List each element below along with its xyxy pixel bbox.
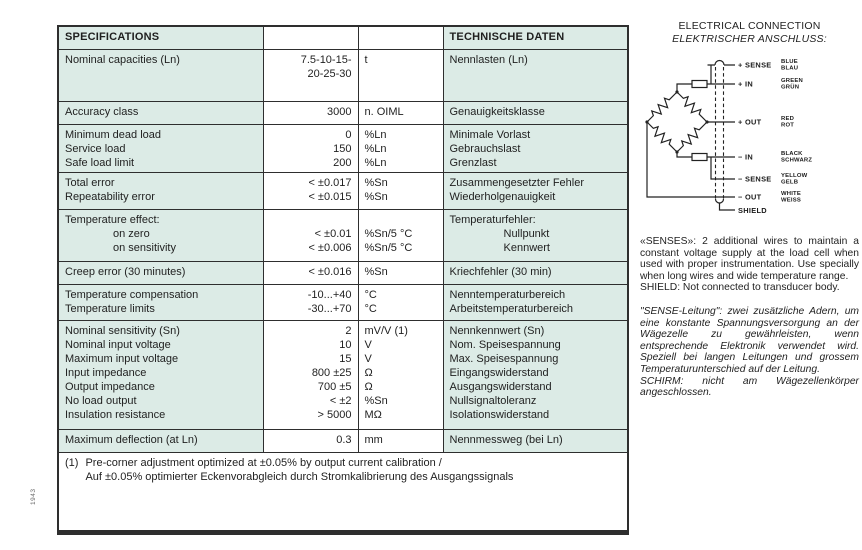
footnote-cell — [58, 452, 628, 532]
color-rot: ROT — [781, 122, 795, 129]
footnote-row — [58, 452, 628, 532]
color-blau: BLAU — [781, 65, 799, 72]
cell-line: 2 — [345, 324, 352, 337]
color-gruen: GRÜN — [781, 84, 800, 91]
spec-table — [57, 25, 629, 535]
cell-line: Grenzlast — [449, 156, 497, 169]
terminal-shield: SHIELD — [738, 206, 767, 215]
cell-line: 0.3 — [336, 433, 352, 446]
cell-line: MΩ — [364, 408, 382, 421]
row-label-en — [58, 124, 263, 172]
cell-line: Insulation resistance — [65, 408, 166, 421]
header-specifications: SPECIFICATIONS — [58, 26, 263, 49]
note-sense-de: "SENSE-Leitung": zwei zusätzliche Adern, um eine konstante Spannungsversorgung an der Wägezelle zu gewährleisten, wenn entsprechende Elektronik verwendet wird. Speziell bei langen Leitungen und grossem Temperaturunterschied auf der Leitung. — [640, 305, 859, 375]
cell-line: Temperaturfehler: — [449, 213, 536, 226]
note-senses-en: «SENSES»: 2 additional wires to maintain a constant voltage supply at the load cell when used with proper instrumentation. Use specially when long wires and wide temperature range. — [640, 236, 859, 282]
cell-line: %Ln — [364, 142, 387, 155]
cell-line: Ausgangswiderstand — [449, 380, 552, 393]
cell-line: °C — [364, 302, 377, 315]
cell-line: Temperature compensation — [65, 288, 199, 301]
cell-line: 800 ±25 — [311, 366, 352, 379]
row-label-en — [58, 320, 263, 429]
terminal-minus-sense: − SENSE — [738, 174, 772, 184]
cell-line: Nenntemperaturbereich — [449, 288, 566, 301]
cell-line: V — [364, 352, 372, 365]
cell-line: Repeatability error — [65, 190, 155, 203]
terminal-plus-sense: + SENSE — [738, 60, 772, 70]
cell-line: Nominal input voltage — [65, 338, 171, 351]
table-row — [58, 124, 628, 172]
row-value — [263, 49, 358, 101]
cell-line: %Ln — [364, 128, 387, 141]
footnote-line-en: Pre-corner adjustment optimized at ±0.05% by output current calibration / — [85, 456, 442, 469]
row-label-de — [443, 284, 628, 320]
row-unit — [358, 172, 443, 209]
cell-line: < ±2 — [329, 394, 352, 407]
row-unit — [358, 261, 443, 284]
row-label-en — [58, 284, 263, 320]
row-value — [263, 429, 358, 452]
cell-line: 0 — [345, 128, 352, 141]
cell-line: %Sn — [364, 190, 388, 203]
row-unit — [358, 49, 443, 101]
table-row — [58, 101, 628, 124]
cell-line: Nennmessweg (bei Ln) — [449, 433, 563, 446]
cell-line: Genauigkeitsklasse — [449, 105, 545, 118]
cell-line: -10...+40 — [307, 288, 352, 301]
cell-line: mV/V (1) — [364, 324, 408, 337]
cell-line — [270, 213, 352, 227]
row-value — [263, 261, 358, 284]
cell-line: on sensitivity — [113, 241, 176, 254]
row-label-de — [443, 209, 628, 261]
color-black: BLACK — [781, 151, 803, 157]
compensation-resistor-bottom — [692, 154, 707, 161]
cell-line: Maximum input voltage — [65, 352, 179, 365]
cell-line: 150 — [333, 142, 352, 155]
cell-line: Max. Speisespannung — [449, 352, 559, 365]
cell-line: Maximum deflection (at Ln) — [65, 433, 198, 446]
row-label-en — [58, 209, 263, 261]
row-unit — [358, 429, 443, 452]
row-label-en — [58, 172, 263, 209]
table-row — [58, 429, 628, 452]
row-label-de — [443, 261, 628, 284]
connection-title-en: ELECTRICAL CONNECTION — [678, 20, 821, 32]
table-row — [58, 172, 628, 209]
bridge-resistors — [644, 89, 710, 156]
cell-line: n. OIML — [364, 105, 404, 118]
cell-line: 700 ±5 — [317, 380, 352, 393]
color-green: GREEN — [781, 78, 803, 84]
cell-line — [365, 213, 437, 227]
cell-line: < ±0.006 — [308, 241, 352, 254]
row-unit — [358, 320, 443, 429]
cell-line: %Sn — [364, 265, 388, 278]
terminal-minus-out: − OUT — [738, 192, 762, 202]
cell-line: Total error — [65, 176, 115, 189]
row-value — [263, 209, 358, 261]
cell-line: Ω — [364, 380, 373, 393]
color-yellow: YELLOW — [781, 173, 808, 179]
row-value — [263, 101, 358, 124]
cell-line: Temperature limits — [65, 302, 155, 315]
cell-line: Zusammengesetzter Fehler — [449, 176, 584, 189]
row-value — [263, 284, 358, 320]
cell-line: Wiederholgenauigkeit — [449, 190, 556, 203]
cell-line: Ω — [364, 366, 373, 379]
row-label-de — [443, 320, 628, 429]
row-value — [263, 172, 358, 209]
cell-line: Minimum dead load — [65, 128, 161, 141]
color-blue: BLUE — [781, 59, 798, 65]
cell-line: < ±0.016 — [308, 265, 352, 278]
row-unit — [358, 101, 443, 124]
cell-line: mm — [364, 433, 383, 446]
cell-line: 200 — [333, 156, 352, 169]
cell-line: < ±0.017 — [308, 176, 352, 189]
table-row — [58, 284, 628, 320]
color-gelb: GELB — [781, 179, 799, 186]
cell-line: Nominal sensitivity (Sn) — [65, 324, 180, 337]
row-unit — [358, 124, 443, 172]
spec-table-body — [58, 49, 628, 452]
cell-line: %Sn/5 °C — [364, 227, 413, 240]
row-label-en — [58, 101, 263, 124]
color-red: RED — [781, 116, 795, 122]
cell-line: V — [364, 338, 372, 351]
cell-line: Creep error (30 minutes) — [65, 265, 186, 278]
wheatstone-bridge-diagram — [642, 52, 860, 224]
table-row — [58, 49, 628, 101]
cell-line: Isolationswiderstand — [449, 408, 550, 421]
terminal-labels — [738, 61, 772, 216]
table-header-row — [58, 26, 628, 49]
cell-line: < ±0.015 — [308, 190, 352, 203]
cell-line: < ±0.01 — [314, 227, 352, 240]
footnote-text — [85, 456, 621, 484]
cell-line: t — [364, 53, 368, 66]
wire-color-labels — [781, 59, 812, 204]
row-label-de — [443, 124, 628, 172]
cell-line: %Sn — [364, 394, 388, 407]
row-label-en — [58, 49, 263, 101]
compensation-resistor-top — [692, 81, 707, 88]
cell-line: Nennlasten (Ln) — [449, 53, 528, 66]
table-row — [58, 261, 628, 284]
connection-title-de: ELEKTRISCHER ANSCHLUSS: — [672, 33, 827, 45]
footnote-line-de: Auf ±0.05% optimierter Eckenvorabgleich durch Stromkalibrierung des Ausgangssignals — [85, 470, 514, 483]
cell-line: on zero — [113, 227, 150, 240]
table-row — [58, 209, 628, 261]
cell-line: Gebrauchslast — [449, 142, 521, 155]
cell-line: Nom. Speisespannung — [449, 338, 561, 351]
row-label-de — [443, 49, 628, 101]
cell-line: %Ln — [364, 156, 387, 169]
cell-line: Output impedance — [65, 380, 155, 393]
terminal-plus-in: + IN — [738, 79, 753, 89]
cell-line: 20-25-30 — [307, 67, 352, 80]
footnote-marker: (1) — [65, 456, 79, 469]
cell-line: Temperature effect: — [65, 213, 160, 226]
cell-line: Minimale Vorlast — [449, 128, 531, 141]
row-value — [263, 124, 358, 172]
spec-table-container — [57, 25, 629, 535]
cell-line: > 5000 — [317, 408, 352, 421]
cell-line: 3000 — [327, 105, 352, 118]
cell-line: Nullpunkt — [503, 227, 550, 240]
row-label-de — [443, 429, 628, 452]
cell-line: -30...+70 — [307, 302, 352, 315]
cell-line: Eingangswiderstand — [449, 366, 549, 379]
cell-line: %Sn — [364, 176, 388, 189]
cell-line: %Sn/5 °C — [364, 241, 413, 254]
row-label-en — [58, 429, 263, 452]
cell-line: Nominal capacities (Ln) — [65, 53, 180, 66]
cell-line: Kennwert — [503, 241, 550, 254]
cell-line: 7.5-10-15- — [300, 53, 352, 66]
table-row — [58, 320, 628, 429]
note-schirm-de: SCHIRM: nicht am Wägezellenkörper angeschlossen. — [640, 375, 859, 399]
cell-line: Kriechfehler (30 min) — [449, 265, 552, 278]
cell-line: °C — [364, 288, 377, 301]
row-unit — [358, 209, 443, 261]
cell-line: Arbeitstemperaturbereich — [449, 302, 574, 315]
cell-line: 15 — [339, 352, 352, 365]
row-label-de — [443, 172, 628, 209]
cell-line: Safe load limit — [65, 156, 135, 169]
cell-line: Service load — [65, 142, 126, 155]
color-weiss: WEISS — [781, 197, 801, 204]
cell-line: No load output — [65, 394, 137, 407]
row-unit — [358, 284, 443, 320]
header-blank-value — [263, 26, 358, 49]
cell-line: Accuracy class — [65, 105, 139, 118]
row-label-de — [443, 101, 628, 124]
cell-line: 10 — [339, 338, 352, 351]
cell-line: Nullsignaltoleranz — [449, 394, 537, 407]
cell-line: Nennkennwert (Sn) — [449, 324, 545, 337]
header-technische-daten: TECHNISCHE DATEN — [443, 26, 628, 49]
terminal-minus-in: − IN — [738, 152, 753, 162]
row-value — [263, 320, 358, 429]
color-white: WHITE — [781, 191, 801, 197]
sheet-number: 1943 — [30, 488, 37, 505]
header-blank-unit — [358, 26, 443, 49]
electrical-connection-panel — [640, 20, 859, 399]
row-label-en — [58, 261, 263, 284]
cell-line: Input impedance — [65, 366, 147, 379]
terminal-plus-out: + OUT — [738, 117, 762, 127]
color-schwarz: SCHWARZ — [781, 157, 813, 164]
note-shield-en: SHIELD: Not connected to transducer body. — [640, 282, 840, 294]
